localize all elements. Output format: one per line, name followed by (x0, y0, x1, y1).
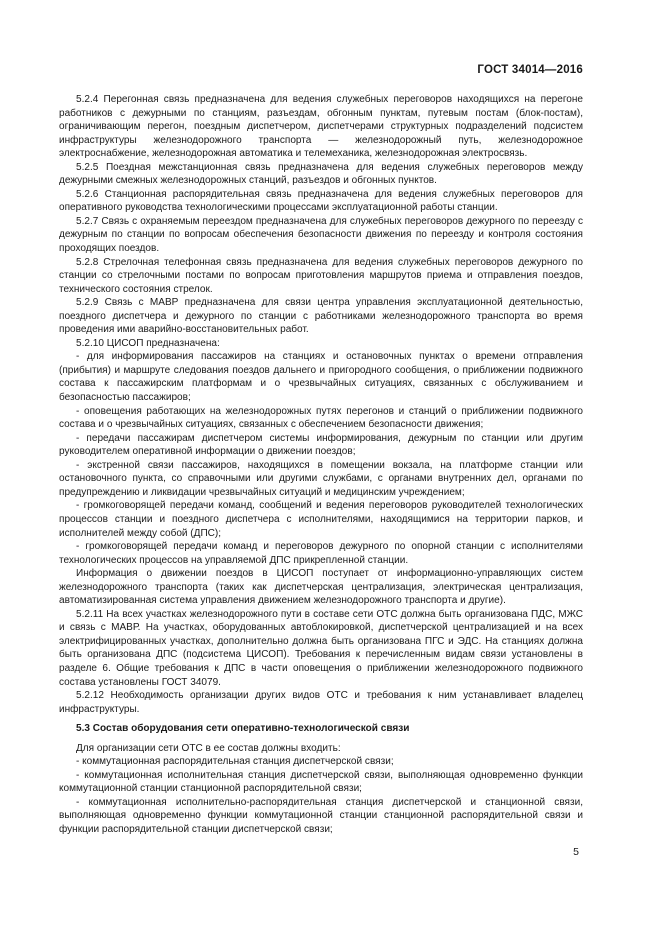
list-item: - коммутационная исполнительная станция диспетчерской связи, выполняющая одновременно функции коммутационной станции станционной распорядительной связи; (59, 769, 583, 795)
list-item: - громкоговорящей передачи команд, сообщений и ведения переговоров руководителей технологических процессов станции и поездного диспетчера с исполнителями, находящимися на территории парков, и исполнителей между собой (ДПС); (59, 500, 583, 539)
paragraph-5-2-4: 5.2.4 Перегонная связь предназначена для ведения служебных переговоров находящихся на перегоне работников с дежурными по станциям, разъездам, обгонным пунктам, путевым постам (блок-постам), ограничивающим перегон, поездным диспетчером, диспетчерами структурных подразделений подсистем инфраструктуры железнодорожного транспорта — железнодорожный путь, железнодорожное электроснабжение, железнодорожная автоматика и телемеханика, железнодорожная электросвязь. (59, 94, 583, 160)
document-code-header: ГОСТ 34014—2016 (477, 64, 583, 76)
document-body (59, 93, 583, 837)
list-item: - громкоговорящей передачи команд и переговоров дежурного по опорной станции с исполнителями технологических процессов на управляемой ДПС прикрепленной станции. (59, 541, 583, 566)
list-item: - коммутационная распорядительная станция диспетчерской связи; (76, 756, 394, 768)
list-item: - для информирования пассажиров на станциях и остановочных пунктах о времени отправления (прибытия) и маршруте следования поездов дальнего и пригородного сообщения, о приближении подвижного состава к пассажирским платформам и о чрезвычайных ситуациях, связанных с обслуживанием и безопасностью пассажиров; (59, 351, 583, 404)
paragraph-5-2-9: 5.2.9 Связь с МАВР предназначена для связи центра управления эксплуатационной деятельностью, поездного диспетчера и дежурного по станции с работниками железнодорожного транспорта во время проведения ими аварийно-восстановительных работ. (59, 297, 583, 336)
paragraph-5-2-11: 5.2.11 На всех участках железнодорожного пути в составе сети ОТС должна быть организована ПДС, МЖС и связь с МАВР. На участках, оборудованных автоблокировкой, диспетчерской централизацией и на всех электрифицированных участках, дополнительно должна быть организована ПГС и ЭДС. На станциях должна быть организована ДПС (подсистема ЦИСОП). Требования к перечисленным видам связи установлены в разделе 6. Общие требования к ДПС в части оповещения о приближении железнодорожного подвижного состава установлены ГОСТ 34079. (59, 608, 583, 688)
paragraph-5-2-7: 5.2.7 Связь с охраняемым переездом предназначена для служебных переговоров дежурного по переезду с дежурным по станции по вопросам обеспечения безопасности движения по переезду и контроля состояния проходящих поездов. (59, 215, 583, 255)
list-item: - передачи пассажирам диспетчером системы информирования, дежурным по станции или другим руководителем оперативной информации о движении поездов; (59, 432, 583, 458)
paragraph-5-2-6: 5.2.6 Станционная распорядительная связь предназначена для ведения служебных переговоров для оперативного руководства технологическими процессами эксплуатационной работы станции. (59, 188, 583, 214)
list-item: - оповещения работающих на железнодорожных путях перегонов и станций о приближении подвижного состава и о чрезвычайных ситуациях, связанных с обеспечением безопасности движения; (59, 405, 583, 431)
list-item: - коммутационная исполнительно-распорядительная станция диспетчерской и станционной связи, выполняющая одновременно функции коммутационной станции станционной распорядительной связи и функции распорядительной станции диспетчерской связи; (59, 796, 583, 835)
paragraph-5-2-10: 5.2.10 ЦИСОП предназначена: (76, 337, 220, 349)
list-item: - экстренной связи пассажиров, находящихся в помещении вокзала, на платформе станции или остановочного пункта, со справочными или другими службами, с органами внутренних дел, органами по предупреждению и ликвидации чрезвычайных ситуаций и медицинским учреждением; (59, 459, 583, 498)
paragraph-5-2-12: 5.2.12 Необходимость организации других видов ОТС и требования к ним устанавливает владелец инфраструктуры. (59, 690, 583, 715)
page-number: 5 (573, 846, 579, 858)
paragraph-cisop-info: Информация о движении поездов в ЦИСОП поступает от информационно-управляющих систем железнодорожного транспорта (таких как диспетчерская централизация, электрическая централизация, автоматизированная система управления движением железнодорожного транспорта и другие). (59, 568, 583, 607)
section-intro-paragraph: Для организации сети ОТС в ее состав должны входить: (76, 742, 341, 754)
section-heading-5-3: 5.3 Состав оборудования сети оперативно-технологической связи (76, 723, 410, 735)
paragraph-5-2-5: 5.2.5 Поездная межстанционная связь предназначена для ведения служебных переговоров между дежурными смежных железнодорожных станций, разъездов и обгонных пунктов. (59, 161, 583, 187)
paragraph-5-2-8: 5.2.8 Стрелочная телефонная связь предназначена для ведения служебных переговоров дежурного по станции со стрелочными постами по вопросам приготовления маршрутов приема и отправления поездов, технического состояния стрелок. (59, 256, 583, 295)
